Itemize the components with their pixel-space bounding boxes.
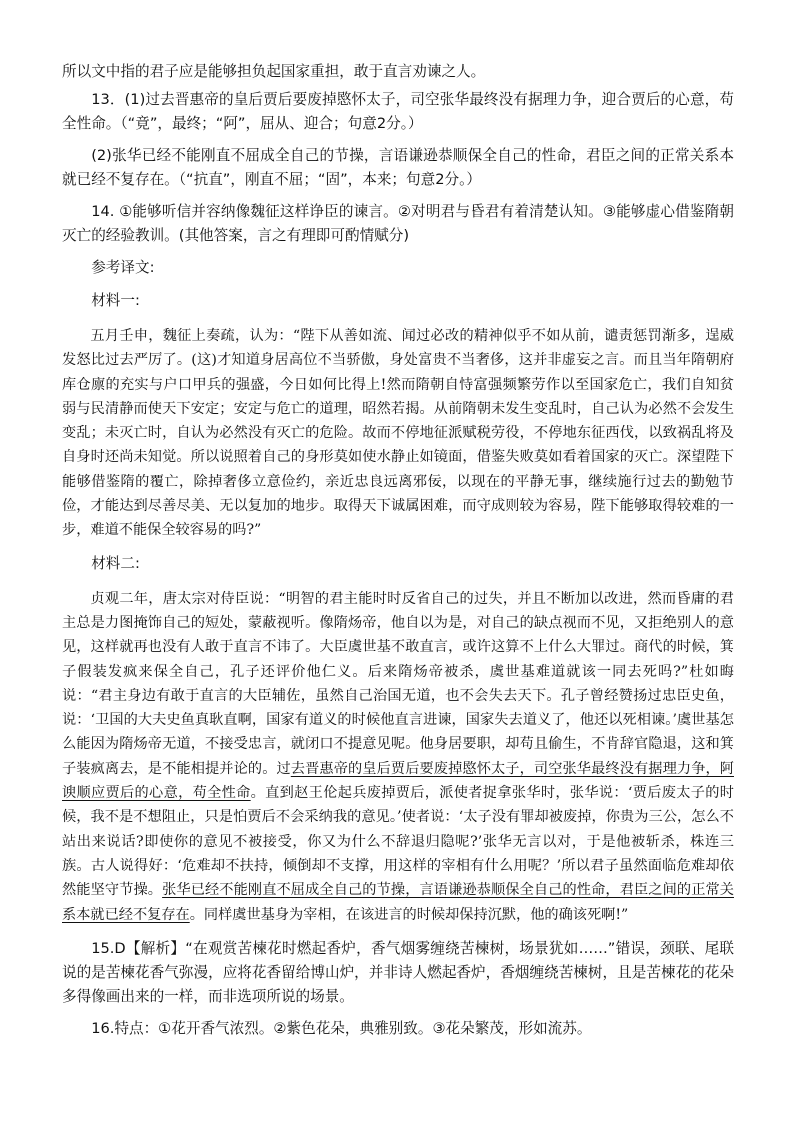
reference-translation-heading: 参考译文: [91, 259, 155, 276]
underlined-sentence-2: 张华已经不能刚直不屈成全自己的节操，言语谦逊恭顺保全自己的性命，君臣之间的正常关系本就已经不复存在 [62, 882, 734, 923]
answer-13-1: 13．(1)过去晋惠帝的皇后贾后要废掉愍怀太子，司空张华最终没有据理力争，迎合贾后的心意，苟全性命。（“竟”，最终；“阿”，屈从、迎合；句意2分。） [62, 91, 734, 132]
material-1-heading: 材料一: [91, 292, 140, 309]
answer-15: 15.D【解析】“在观赏苦楝花时燃起香炉，香气烟雾缠绕苦楝树，场景犹如……”错误，颈联、尾联说的是苦楝花香气弥漫，应将花香留给博山炉，并非诗人燃起香炉，香烟缠绕苦楝树，且是苦楝花的花朵多得像画出来的一样，而非选项所说的场景。 [62, 939, 734, 1005]
material-2-heading: 材料二: [91, 554, 140, 572]
material-2-text-part-2: 。直到赵王伦起兵废掉贾后，派使者捉拿张华时，张华说：‘贾后废太子的时候，我不是不想阻止，只是怕贾后不会采纳我的意见。’使者说：‘太子没有罪却被废掉，你贵为三公，怎么不站出来说话?即使你的意见不被接受，你又为什么不辞退归隐呢?’张华无言以对，于是他被斩杀，株连三族。古人说得好：‘危难却不扶持，倾倒却不支撑，用这样的宰相有什么用呢？’所以君子虽然面临危难却依然能坚守节操。 [62, 785, 734, 899]
underlined-sentence-1: 去晋惠帝的皇后贾后要废掉愍怀太子，司空张华最终没有据理力争，阿谀顺应贾后的心意，苟全性命 [62, 760, 734, 802]
material-2-text-part-3: 。同样虞世基身为宰相，在该进言的时候却保持沉默，他的确该死啊!” [189, 906, 629, 923]
intro-paragraph: 所以文中指的君子应是能够担负起国家重担，敢于直言劝谏之人。 [62, 63, 486, 80]
material-1-translation: 五月壬申，魏征上奏疏，认为：“陛下从善如流、闻过必改的精神似乎不如从前，谴责惩罚渐多，逞威发怒比过去严厉了。(这)才知道身居高位不当骄傲，身处富贵不当奢侈，这并非虚妄之言。而且当年隋朝府库仓廪的充实与户口甲兵的强盛，今日如何比得上!然而隋朝自恃富强频繁劳作以至国家危亡，我们自知贫弱与民清静而使天下安定；安定与危亡的道理，昭然若揭。从前隋朝未发生变乱时，自己认为必然不会发生变乱；未灭亡时，自认为必然没有灭亡的危险。故而不停地征派赋税劳役，不停地东征西伐，以致祸乱将及自身时还尚未知觉。所以说照着自己的身形莫如使水静止如镜面，借鉴失败莫如看着国家的灭亡。深望陛下能够借鉴隋的覆亡，除掉奢侈立意俭约，亲近忠良远离邪佞，以现在的平静无事，继续施行过去的勤勉节俭，才能达到尽善尽美、无以复加的地步。取得天下诚属困难，而守成则较为容易，陛下能够取得较难的一步，难道不能保全较容易的吗?” [62, 328, 734, 539]
material-2-text-part-1: 贞观二年，唐太宗对侍臣说：“明智的君主能时时反省自己的过失，并且不断加以改进，然而昏庸的君主总是力图掩饰自己的短处，蒙蔽视听。像隋炀帝，他自以为是，对自己的缺点视而不见，又拒绝别人的意见，这样就再也没有人敢于直言不讳了。大臣虞世基不敢直言，或许这算不上什么大罪过。商代的时候，箕子假装发疯来保全自己，孔子还评价他仁义。后来隋炀帝被杀，虞世基难道就该一同去死吗?”杜如晦说：“君主身边有敢于直言的大臣辅佐，虽然自己治国无道，也不会失去天下。孔子曾经赞扬过忠臣史鱼，说：‘卫国的大夫史鱼真耿直啊，国家有道义的时候他直言进谏，国家失去道义了，他还以死相谏。’虞世基怎么能因为隋炀帝无道，不接受忠言，就闭口不提意见呢。他身居要职，却苟且偷生，不肯辞官隐退，这和箕子装疯离去，是不能相提并论的。过 [62, 590, 734, 777]
answer-16: 16.特点：①花开香气浓烈。②紫色花朵，典雅别致。③花朵繁茂，形如流苏。 [91, 1019, 592, 1037]
material-2-translation [62, 587, 734, 927]
answer-13-2: (2)张华已经不能刚直不屈成全自己的节操，言语谦逊恭顺保全自己的性命，君臣之间的正常关系本就已经不复存在。（“抗直”，刚直不屈；“固”，本来；句意2分。） [62, 147, 734, 188]
answer-14: 14. ①能够听信并容纳像魏征这样诤臣的谏言。②对明君与昏君有着清楚认知。③能够虚心借鉴隋朝灭亡的经验教训。(其他答案，言之有理即可酌情赋分) [62, 203, 734, 244]
